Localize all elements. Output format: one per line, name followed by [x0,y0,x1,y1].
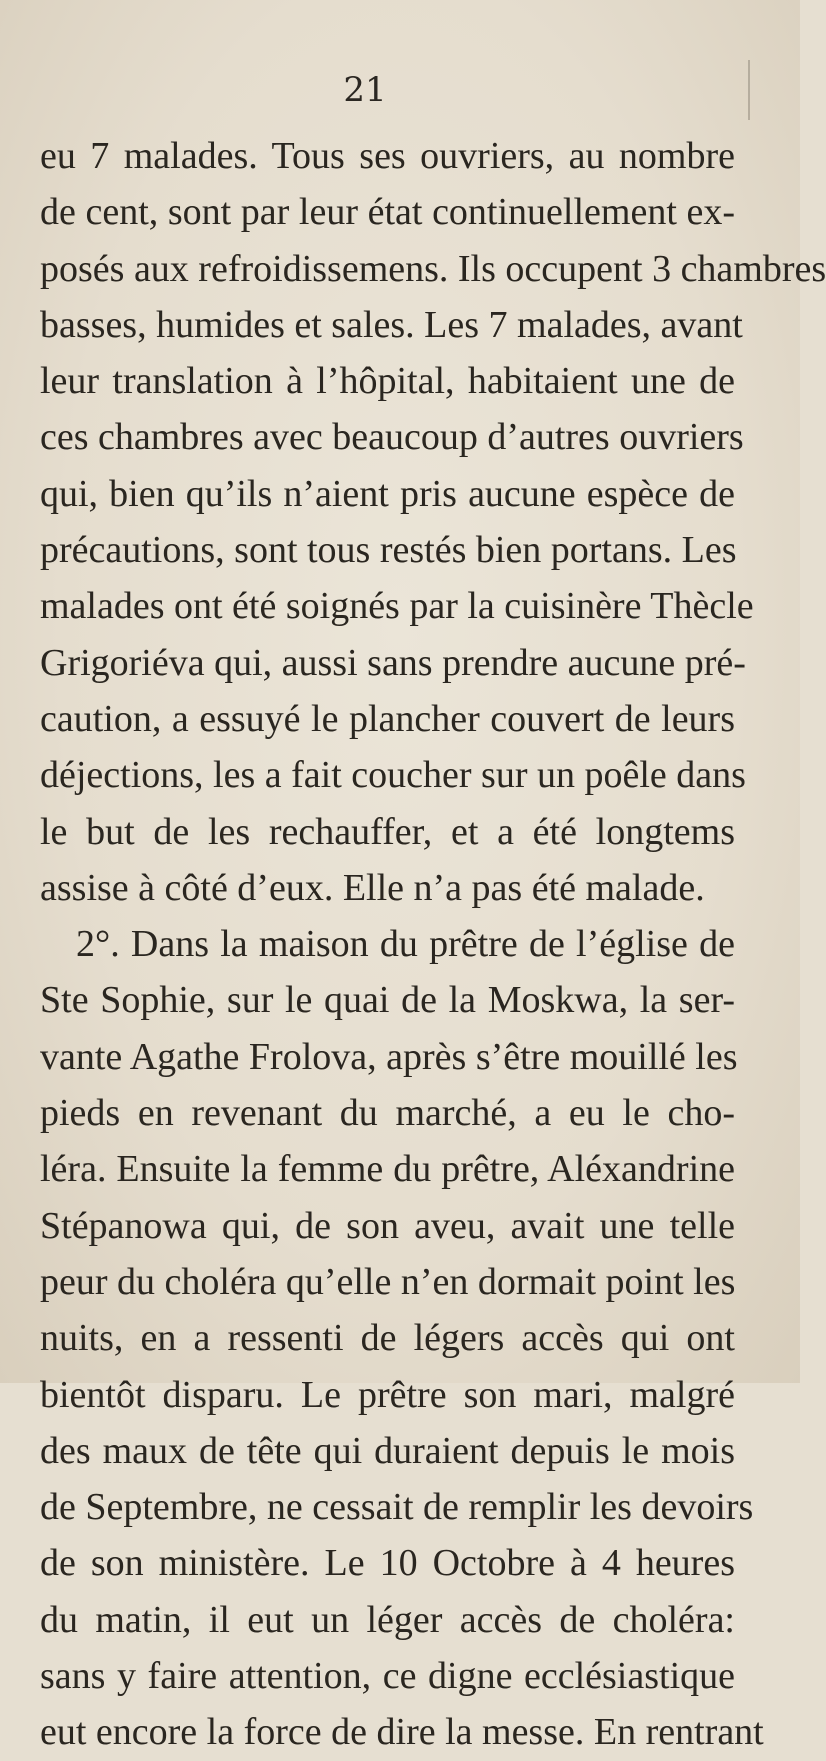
page-number: 21 [343,70,387,110]
body-text [40,128,826,1761]
text-line: Ste Sophie, sur le quai de la Moskwa, la ser- [40,979,735,1022]
text-line: peur du choléra qu’elle n’en dormait point les [40,1260,736,1303]
page-edge-mark [748,60,750,120]
text-line: du matin, il eut un léger accès de choléra: [40,1598,735,1641]
text-line: vante Agathe Frolova, après s’être mouillé les [40,1035,738,1078]
text-line: bientôt disparu. Le prêtre son mari, malgré [40,1373,735,1416]
text-line: leur translation à l’hôpital, habitaient une de [40,360,735,403]
text-line: précautions, sont tous restés bien portans. Les [40,529,737,572]
paragraph-end-line: assise à côté d’eux. Elle n’a pas été malade. [40,866,705,909]
text-line: Grigoriéva qui, aussi sans prendre aucune pré- [40,641,746,684]
text-line: Stépanowa qui, de son aveu, avait une telle [40,1204,735,1247]
text-line: malades ont été soignés par la cuisinère Thècle [40,585,754,628]
text-line: sans y faire attention, ce digne ecclésiastique [40,1655,735,1698]
text-line: qui, bien qu’ils n’aient pris aucune espèce de [40,472,735,515]
text-line: pieds en revenant du marché, a eu le cho- [40,1092,735,1135]
text-line: de Septembre, ne cessait de remplir les devoirs [40,1486,754,1529]
text-line: posés aux refroidissemens. Ils occupent 3 chambres [40,247,826,290]
text-line: des maux de tête qui duraient depuis le mois [40,1429,735,1472]
text-line: eut encore la force de dire la messe. En rentrant [40,1711,764,1754]
text-line: basses, humides et sales. Les 7 malades, avant [40,303,743,346]
text-line: déjections, les a fait coucher sur un poêle dans [40,754,746,797]
text-line: caution, a essuyé le plancher couvert de leurs [40,697,735,740]
text-line: le but de les rechauffer, et a été longtems [40,810,735,853]
text-line: léra. Ensuite la femme du prêtre, Aléxandrine [40,1148,735,1191]
paragraph-start-line: 2°. Dans la maison du prêtre de l’église de [76,923,735,966]
text-line: de cent, sont par leur état continuellement ex- [40,191,735,234]
text-line: nuits, en a ressenti de légers accès qui ont [40,1317,735,1360]
text-line: de son ministère. Le 10 Octobre à 4 heures [40,1542,735,1585]
text-line: ces chambres avec beaucoup d’autres ouvriers [40,416,744,459]
text-line: eu 7 malades. Tous ses ouvriers, au nombre [40,135,735,177]
